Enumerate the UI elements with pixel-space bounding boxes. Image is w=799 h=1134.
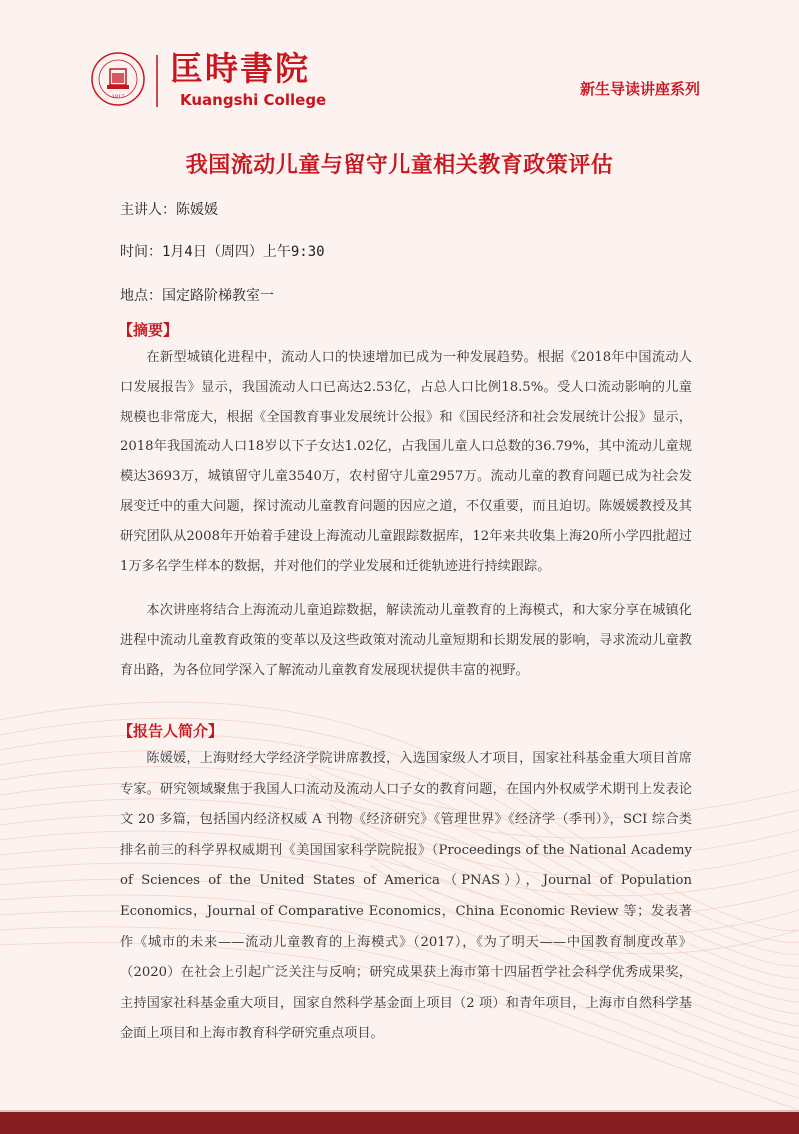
lecture-title: 我国流动儿童与留守儿童相关教育政策评估 bbox=[185, 153, 614, 178]
time-info: 时间：1月4日（周四）上午9:30 bbox=[120, 244, 325, 260]
speaker-info: 主讲人：陈媛媛 bbox=[120, 202, 218, 218]
university-seal-logo bbox=[90, 51, 146, 107]
abstract-paragraph: 在新型城镇化进程中，流动人口的快速增加已成为一种发展趋势。根据《2018年中国流动人口发展报告》显示，我国流动人口已高达2.53亿，占总人口比例18.5%。受人口流动影响的儿童规模也非常庞大，根据《全国教育事业发展统计公报》和《国民经济和社会发展统计公报》显示，2018年我国流动人口18岁以下子女达1.02亿，占我国儿童人口总数的36.79%，其中流动儿童规模达3693万，城镇留守儿童3540万，农村留守儿童2957万。流动儿童的教育问题已成为社会发展变迁中的重大问题，探讨流动儿童教育问题的因应之道，不仅重要，而且迫切。陈媛媛教授及其研究团队从2008年开始着手建设上海流动儿童跟踪数据库，12年来共收集上海20所小学四批超过1万多名学生样本的数据，并对他们的学业发展和迁徙轨迹进行持续跟踪。 bbox=[120, 350, 692, 574]
header-divider bbox=[156, 55, 158, 107]
speaker-bio-heading: 【报告人简介】 bbox=[118, 722, 224, 740]
place-info: 地点：国定路阶梯教室一 bbox=[120, 288, 274, 304]
speaker-bio-paragraph: 陈媛媛，上海财经大学经济学院讲席教授，入选国家级人才项目，国家社科基金重大项目首席专家。研究领域聚焦于我国人口流动及流动人口子女的教育问题，在国内外权威学术期刊上发表论文 20 多篇，包括国内经济权威 A 刊物《经济研究》《管理世界》《经济学（季刊）》，SCI 综合类排名前三的科学界权威期刊《美国国家科学院院报》（Proceedings of the National Academy of Sciences of the United States of America（PNAS）），Journal of Population Economics，Journal of Comparative Economics，China Economic Review 等；发表著作《城市的未来——流动儿童教育的上海模式》（2017），《为了明天——中国教育制度改革》（2020）在社会上引起广泛关注与反响；研究成果获上海市第十四届哲学社会科学优秀成果奖，主持国家社科基金重大项目，国家自然科学基金面上项目（2 项）和青年项目，上海市自然科学基金面上项目和上海市教育科学研究重点项目。 bbox=[120, 751, 692, 1042]
abstract-heading: 【摘要】 bbox=[118, 321, 179, 339]
college-name-cn: 匡時書院 bbox=[170, 49, 310, 88]
lecture-series-label: 新生导读讲座系列 bbox=[579, 80, 700, 98]
header bbox=[90, 45, 710, 115]
college-name-en: Kuangshi College bbox=[180, 91, 327, 109]
abstract-paragraph: 本次讲座将结合上海流动儿童追踪数据，解读流动儿童教育的上海模式，和大家分享在城镇化进程中流动儿童教育政策的变革以及这些政策对流动儿童短期和长期发展的影响，寻求流动儿童教育出路，为各位同学深入了解流动儿童教育发展现状提供丰富的视野。 bbox=[120, 603, 692, 678]
svg-text:1917: 1917 bbox=[111, 94, 125, 100]
footer-bar bbox=[0, 1112, 799, 1134]
